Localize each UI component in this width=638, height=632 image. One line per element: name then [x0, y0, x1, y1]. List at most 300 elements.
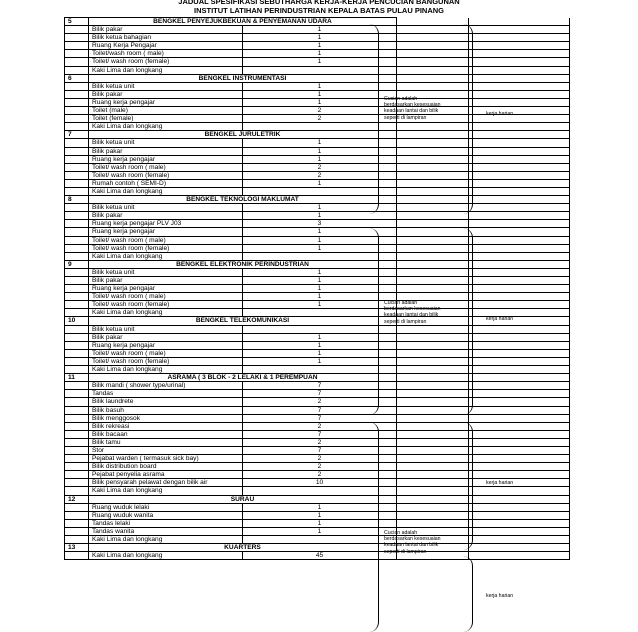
item-description: Ruang kerja pengajar	[89, 228, 243, 236]
number-cell	[65, 171, 89, 179]
item-description: Toilet/ wash room (female)	[89, 58, 243, 66]
frequency-cell	[469, 82, 570, 90]
cleaning-note-3: Cucian adalah berdasarkan kesesuaian keadaan lantai dan bilik seperti di lampiran	[384, 530, 441, 555]
section-header-row	[65, 131, 570, 139]
frequency-cell	[469, 552, 570, 560]
item-quantity: 1	[243, 90, 397, 98]
item-description: Kaki Lima dan longkang	[89, 366, 243, 374]
frequency-cell	[469, 50, 570, 58]
frequency-cell	[469, 26, 570, 34]
item-quantity: 10	[243, 479, 397, 487]
item-quantity: 2	[243, 171, 397, 179]
item-description: Bilik pakar	[89, 90, 243, 98]
number-cell	[65, 455, 89, 463]
number-cell	[65, 123, 89, 131]
table-row	[65, 333, 570, 341]
frequency-cell	[469, 179, 570, 187]
item-description: Kaki Lima dan longkang	[89, 252, 243, 260]
frequency-cell	[469, 285, 570, 293]
brace-group-1	[364, 24, 379, 214]
item-description: Ruang kerja pengajar PLV J03	[89, 220, 243, 228]
number-cell	[65, 90, 89, 98]
item-quantity: 1	[243, 155, 397, 163]
number-cell	[65, 390, 89, 398]
number-cell	[65, 277, 89, 285]
item-quantity: 1	[243, 236, 397, 244]
number-cell	[65, 115, 89, 123]
item-quantity: 2	[243, 455, 397, 463]
section-header-row	[65, 74, 570, 82]
frequency-cell	[469, 187, 570, 195]
item-quantity: 1	[243, 244, 397, 252]
table-row	[65, 277, 570, 285]
item-quantity: 1	[243, 42, 397, 50]
item-description: Toilet/ wash room ( male)	[89, 163, 243, 171]
table-row	[65, 228, 570, 236]
cleaning-note-1: Cucian adalah berdasarkan kesesuaian keadaan lantai dan bilik seperti di lampiran	[384, 96, 441, 121]
item-description: Bilik pakar	[89, 212, 243, 220]
item-description: Pejabat penyelia asrama	[89, 471, 243, 479]
item-description: Bilik pensyarah pelawat dengan bilik air	[89, 479, 243, 487]
table-row	[65, 236, 570, 244]
number-cell	[65, 244, 89, 252]
section-title: BENGKEL TELEKOMUNIKASI	[89, 317, 397, 325]
table-row	[65, 552, 570, 560]
number-cell	[65, 438, 89, 446]
item-quantity: 2	[243, 438, 397, 446]
number-cell	[65, 536, 89, 544]
item-description: Ruang kerja pengajar	[89, 285, 243, 293]
number-cell	[65, 98, 89, 106]
number-cell	[65, 179, 89, 187]
number-cell	[65, 42, 89, 50]
table-row	[65, 58, 570, 66]
frequency-cell	[469, 277, 570, 285]
number-cell	[65, 293, 89, 301]
frequency-cell	[469, 66, 570, 74]
item-quantity: 7	[243, 406, 397, 414]
frequency-cell	[469, 438, 570, 446]
frequency-cell	[469, 519, 570, 527]
item-description: Bilik rekreasi	[89, 422, 243, 430]
item-quantity: 2	[243, 107, 397, 115]
item-description: Bilik distribution board	[89, 463, 243, 471]
table-row	[65, 147, 570, 155]
note-cell	[397, 414, 469, 422]
frequency-cell	[469, 236, 570, 244]
brace-daily-4	[458, 556, 473, 632]
frequency-cell	[469, 196, 570, 204]
item-description: Bilik menggosok	[89, 414, 243, 422]
frequency-cell	[469, 333, 570, 341]
frequency-cell	[469, 220, 570, 228]
frequency-cell	[469, 390, 570, 398]
table-row	[65, 382, 570, 390]
frequency-cell	[469, 536, 570, 544]
table-row	[65, 487, 570, 495]
frequency-cell	[469, 42, 570, 50]
item-description: Bilik ketua bahagian	[89, 34, 243, 42]
frequency-cell	[469, 123, 570, 131]
table-row	[65, 503, 570, 511]
table-row	[65, 357, 570, 365]
frequency-cell	[469, 495, 570, 503]
item-quantity: 2	[243, 398, 397, 406]
item-quantity: 7	[243, 382, 397, 390]
item-description: Kaki Lima dan longkang	[89, 187, 243, 195]
number-cell	[65, 26, 89, 34]
item-description: Toilet/ wash room (female)	[89, 357, 243, 365]
number-cell	[65, 155, 89, 163]
brace-daily-3	[458, 422, 473, 550]
table-row	[65, 414, 570, 422]
frequency-cell	[469, 244, 570, 252]
table-row	[65, 155, 570, 163]
number-cell	[65, 66, 89, 74]
frequency-cell	[469, 252, 570, 260]
frequency-cell	[469, 463, 570, 471]
section-number: 6	[65, 74, 89, 82]
item-quantity: 1	[243, 277, 397, 285]
number-cell	[65, 446, 89, 454]
frequency-cell	[469, 58, 570, 66]
item-description: Kaki Lima dan longkang	[89, 66, 243, 74]
frequency-cell	[469, 341, 570, 349]
number-cell	[65, 50, 89, 58]
item-description: Bilik basuh	[89, 406, 243, 414]
table-row	[65, 430, 570, 438]
frequency-cell	[469, 455, 570, 463]
item-quantity: 45	[243, 552, 397, 560]
frequency-cell	[469, 503, 570, 511]
item-quantity: 1	[243, 147, 397, 155]
frequency-cell	[469, 487, 570, 495]
number-cell	[65, 147, 89, 155]
item-description: Bilik pakar	[89, 333, 243, 341]
number-cell	[65, 333, 89, 341]
item-description: Toilet/ wash room (female)	[89, 171, 243, 179]
item-description: Kaki Lima dan longkang	[89, 552, 243, 560]
item-quantity: 2	[243, 422, 397, 430]
section-number: 13	[65, 544, 89, 552]
item-description: Ruang kerja pengajar	[89, 341, 243, 349]
frequency-cell	[469, 171, 570, 179]
section-number: 9	[65, 260, 89, 268]
item-description: Tandas wanita	[89, 527, 243, 535]
section-header-row	[65, 260, 570, 268]
item-description: Bilik ketua unit	[89, 82, 243, 90]
table-row	[65, 50, 570, 58]
number-cell	[65, 58, 89, 66]
item-quantity: 1	[243, 204, 397, 212]
number-cell	[65, 212, 89, 220]
item-quantity: 1	[243, 228, 397, 236]
item-description: Bilik pakar	[89, 147, 243, 155]
item-description: Tandas	[89, 390, 243, 398]
frequency-cell	[469, 414, 570, 422]
item-quantity: 1	[243, 357, 397, 365]
section-number: 11	[65, 374, 89, 382]
table-row	[65, 90, 570, 98]
table-row	[65, 325, 570, 333]
table-row	[65, 527, 570, 535]
brace-group-2	[364, 228, 379, 415]
frequency-cell	[469, 268, 570, 276]
item-description: Toilet/wash room ( male)	[89, 50, 243, 58]
item-description: Bilik ketua unit	[89, 204, 243, 212]
brace-group-3	[364, 422, 379, 632]
item-quantity: 1	[243, 34, 397, 42]
number-cell	[65, 285, 89, 293]
item-quantity: 1	[243, 179, 397, 187]
number-cell	[65, 341, 89, 349]
item-description: Bilik ketua unit	[89, 325, 243, 333]
number-cell	[65, 309, 89, 317]
frequency-cell	[469, 406, 570, 414]
section-title: ASRAMA ( 3 BLOK - 2 LELAKI & 1 PEREMPUAN	[89, 374, 397, 382]
number-cell	[65, 301, 89, 309]
number-cell	[65, 471, 89, 479]
table-row	[65, 455, 570, 463]
item-quantity: 1	[243, 301, 397, 309]
item-quantity: 1	[243, 503, 397, 511]
item-description: Toilet/ wash room (female)	[89, 301, 243, 309]
section-number: 5	[65, 18, 89, 26]
table-row	[65, 463, 570, 471]
section-header-row	[65, 374, 570, 382]
item-description: Bilik tamu	[89, 438, 243, 446]
item-quantity: 1	[243, 82, 397, 90]
item-quantity: 1	[243, 98, 397, 106]
item-quantity: 1	[243, 511, 397, 519]
table-row	[65, 366, 570, 374]
table-row	[65, 179, 570, 187]
frequency-cell	[469, 511, 570, 519]
table-row	[65, 536, 570, 544]
frequency-cell	[469, 422, 570, 430]
table-row	[65, 390, 570, 398]
item-quantity: 7	[243, 390, 397, 398]
frequency-cell	[469, 366, 570, 374]
table-row	[65, 26, 570, 34]
item-quantity: 1	[243, 50, 397, 58]
table-row	[65, 187, 570, 195]
table-row	[65, 252, 570, 260]
frequency-cell	[469, 204, 570, 212]
frequency-cell	[469, 34, 570, 42]
number-cell	[65, 163, 89, 171]
table-row	[65, 438, 570, 446]
item-description: Kaki Lima dan longkang	[89, 309, 243, 317]
item-description: Bilik bacaan	[89, 430, 243, 438]
frequency-cell	[469, 98, 570, 106]
number-cell	[65, 82, 89, 90]
table-row	[65, 446, 570, 454]
item-description: Ruang wuduk lelaki	[89, 503, 243, 511]
item-quantity: 1	[243, 293, 397, 301]
cleaning-note-2: Cucian adalah berdasarkan kesesuaian keadaan lantai dan bilik seperti di lampiran	[384, 300, 441, 325]
frequency-cell	[469, 131, 570, 139]
item-description: Toilet (male)	[89, 107, 243, 115]
table-row	[65, 139, 570, 147]
item-description: Bilik laundrete	[89, 398, 243, 406]
item-quantity: 7	[243, 414, 397, 422]
table-row	[65, 268, 570, 276]
item-description: Toilet (female)	[89, 115, 243, 123]
item-quantity: 2	[243, 471, 397, 479]
table-row	[65, 66, 570, 74]
frequency-cell	[469, 74, 570, 82]
table-row	[65, 398, 570, 406]
daily-work-note-3: kerja harian	[486, 480, 514, 486]
frequency-cell	[469, 260, 570, 268]
schedule-table	[64, 17, 570, 560]
item-quantity: 2	[243, 115, 397, 123]
number-cell	[65, 382, 89, 390]
number-cell	[65, 34, 89, 42]
item-quantity: 1	[243, 333, 397, 341]
frequency-cell	[469, 301, 570, 309]
item-quantity: 2	[243, 463, 397, 471]
number-cell	[65, 139, 89, 147]
frequency-cell	[469, 374, 570, 382]
brace-daily-2	[458, 228, 473, 415]
number-cell	[65, 268, 89, 276]
daily-work-note-1: kerja harian	[486, 111, 514, 117]
section-title: BENGKEL JURULETRIK	[89, 131, 397, 139]
section-title: KUARTERS	[89, 544, 397, 552]
item-quantity: 1	[243, 26, 397, 34]
table-row	[65, 244, 570, 252]
number-cell	[65, 414, 89, 422]
item-description: Kaki Lima dan longkang	[89, 487, 243, 495]
table-row	[65, 511, 570, 519]
item-description: Toilet/ wash room ( male)	[89, 236, 243, 244]
table-row	[65, 301, 570, 309]
table-row	[65, 171, 570, 179]
number-cell	[65, 406, 89, 414]
item-description: Stor	[89, 446, 243, 454]
item-description: Pejabat warden ( termasuk sick bay)	[89, 455, 243, 463]
item-description: Ruang Kerja Pengajar	[89, 42, 243, 50]
frequency-cell	[469, 398, 570, 406]
frequency-cell	[469, 228, 570, 236]
item-quantity: 3	[243, 220, 397, 228]
frequency-cell	[469, 139, 570, 147]
number-cell	[65, 519, 89, 527]
section-header-row	[65, 196, 570, 204]
number-cell	[65, 511, 89, 519]
section-title: BENGKEL INSTRUMENTASI	[89, 74, 397, 82]
item-description: Ruang kerja pengajar	[89, 155, 243, 163]
item-description: Bilik pakar	[89, 26, 243, 34]
number-cell	[65, 430, 89, 438]
section-number: 12	[65, 495, 89, 503]
number-cell	[65, 366, 89, 374]
table-row	[65, 293, 570, 301]
number-cell	[65, 220, 89, 228]
table-row	[65, 341, 570, 349]
section-number: 8	[65, 196, 89, 204]
document-title-line1: JADUAL SPESIFIKASI SEBUTHARGA KERJA-KERJA PENCUCIAN BANGUNAN	[178, 0, 460, 6]
number-cell	[65, 479, 89, 487]
number-cell	[65, 503, 89, 511]
section-title: BENGKEL ELEKTRONIK PERINDUSTRIAN	[89, 260, 397, 268]
section-title: SURAU	[89, 495, 397, 503]
item-description: Toilet/ wash room (female)	[89, 244, 243, 252]
item-description: Bilik pakar	[89, 277, 243, 285]
frequency-cell	[469, 18, 570, 26]
frequency-cell	[469, 212, 570, 220]
number-cell	[65, 463, 89, 471]
number-cell	[65, 422, 89, 430]
table-row	[65, 163, 570, 171]
table-row	[65, 82, 570, 90]
frequency-cell	[469, 430, 570, 438]
section-title: BENGKEL PENYEJUKBEKUAN & PENYEMANAN UDARA	[89, 18, 397, 26]
frequency-cell	[469, 471, 570, 479]
frequency-cell	[469, 155, 570, 163]
frequency-cell	[469, 147, 570, 155]
number-cell	[65, 252, 89, 260]
item-quantity: 1	[243, 212, 397, 220]
item-quantity: 2	[243, 163, 397, 171]
item-description: Tandas lelaki	[89, 519, 243, 527]
table-row	[65, 471, 570, 479]
section-number: 7	[65, 131, 89, 139]
number-cell	[65, 527, 89, 535]
daily-work-note-4: kerja harian	[486, 593, 514, 599]
number-cell	[65, 325, 89, 333]
frequency-cell	[469, 325, 570, 333]
item-quantity: 1	[243, 268, 397, 276]
document-title-line2: INSTITUT LATIHAN PERINDUSTRIAN KEPALA BATAS PULAU PINANG	[194, 6, 444, 15]
section-header-row	[65, 495, 570, 503]
item-description: Kaki Lima dan longkang	[89, 123, 243, 131]
section-title: BENGKEL TEKNOLOGI MAKLUMAT	[89, 196, 397, 204]
table-row	[65, 220, 570, 228]
brace-daily-1	[458, 24, 473, 214]
item-description: Bilik ketua unit	[89, 139, 243, 147]
item-quantity: 7	[243, 446, 397, 454]
frequency-cell	[469, 357, 570, 365]
frequency-cell	[469, 544, 570, 552]
item-description: Ruang kerja pengajar	[89, 98, 243, 106]
table-row	[65, 204, 570, 212]
number-cell	[65, 398, 89, 406]
table-row	[65, 212, 570, 220]
frequency-cell	[469, 349, 570, 357]
frequency-cell	[469, 293, 570, 301]
item-quantity: 1	[243, 527, 397, 535]
item-quantity: 1	[243, 349, 397, 357]
number-cell	[65, 107, 89, 115]
item-description: Toilet/ wash room ( male)	[89, 293, 243, 301]
number-cell	[65, 187, 89, 195]
frequency-cell	[469, 90, 570, 98]
table-row	[65, 285, 570, 293]
item-quantity: 1	[243, 341, 397, 349]
item-description: Kaki Lima dan longkang	[89, 536, 243, 544]
table-row	[65, 422, 570, 430]
item-quantity: 1	[243, 285, 397, 293]
frequency-cell	[469, 527, 570, 535]
table-row	[65, 349, 570, 357]
daily-work-note-2: kerja harian	[486, 316, 514, 322]
number-cell	[65, 357, 89, 365]
item-description: Toilet/ wash room ( male)	[89, 349, 243, 357]
number-cell	[65, 236, 89, 244]
